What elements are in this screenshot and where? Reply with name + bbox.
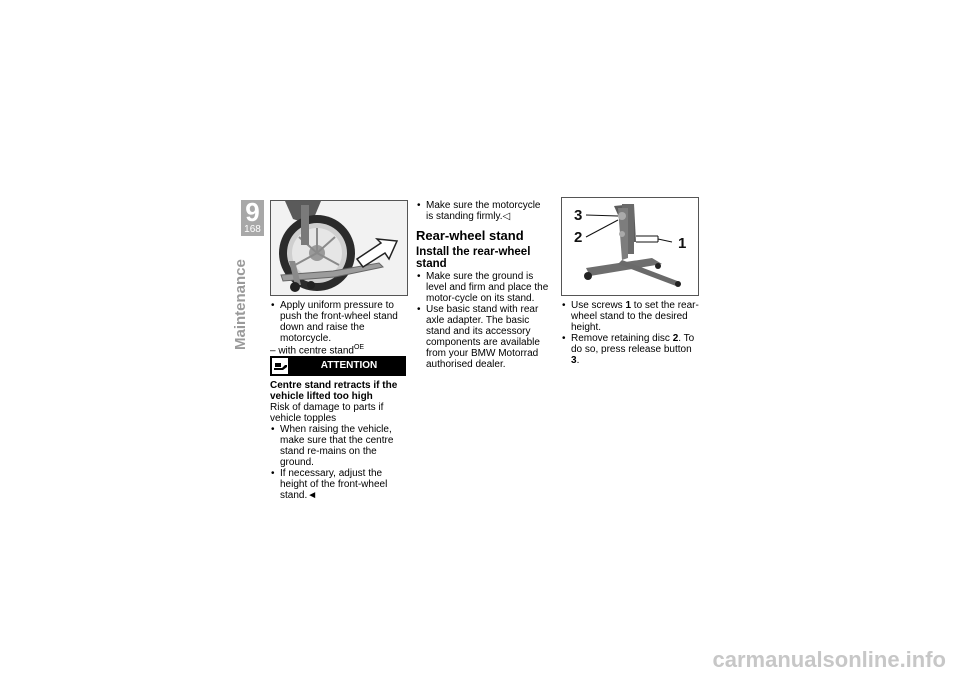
warning-risk: Risk of damage to parts if vehicle topples (270, 402, 384, 424)
chapter-title: Maintenance (232, 259, 249, 350)
front-wheel-stand-figure (270, 200, 408, 296)
list-item: • When raising the vehicle, make sure that the centre stand re-mains on the ground. (270, 424, 408, 468)
attention-banner (270, 356, 406, 376)
list-item: • Use basic stand with rear axle adapter. The basic stand and its accessory components are available from your BMW Motorrad authorised dealer. (416, 304, 550, 370)
page-number: 168 (244, 224, 261, 235)
chapter-number: 9 (245, 197, 260, 227)
warning-title: Centre stand retracts if the vehicle lifted too high (270, 380, 398, 402)
callout-2: 2 (574, 229, 583, 246)
subsection-heading: Install the rear-wheel stand (416, 246, 531, 270)
centre-stand-condition: – with centre stand$^{OE}$ (270, 344, 365, 357)
list-item: • Remove retaining disc 2. To do so, press release button 3. (561, 333, 699, 366)
rear-wheel-stand-figure (561, 197, 699, 296)
list-item: • Use screws 1 to set the rear-wheel stand to the desired height. (561, 300, 699, 333)
warning-hand-icon (272, 358, 288, 374)
callout-3: 3 (574, 207, 583, 224)
list-item: • Make sure the motorcycle is standing firmly.◁ (416, 200, 550, 222)
attention-label: ATTENTION (320, 360, 378, 371)
front-wheel-stand-illustration (271, 201, 407, 295)
section-heading: Rear-wheel stand (416, 228, 524, 243)
callout-1: 1 (678, 235, 687, 252)
list-item: • Apply uniform pressure to push the front-wheel stand down and raise the motorcycle. (270, 300, 408, 344)
list-item: • If necessary, adjust the height of the front-wheel stand.◄ (270, 468, 408, 501)
list-item: • Make sure the ground is level and firm and place the motor-cycle on its stand. (416, 271, 550, 304)
watermark: carmanualsonline.info (712, 647, 946, 672)
